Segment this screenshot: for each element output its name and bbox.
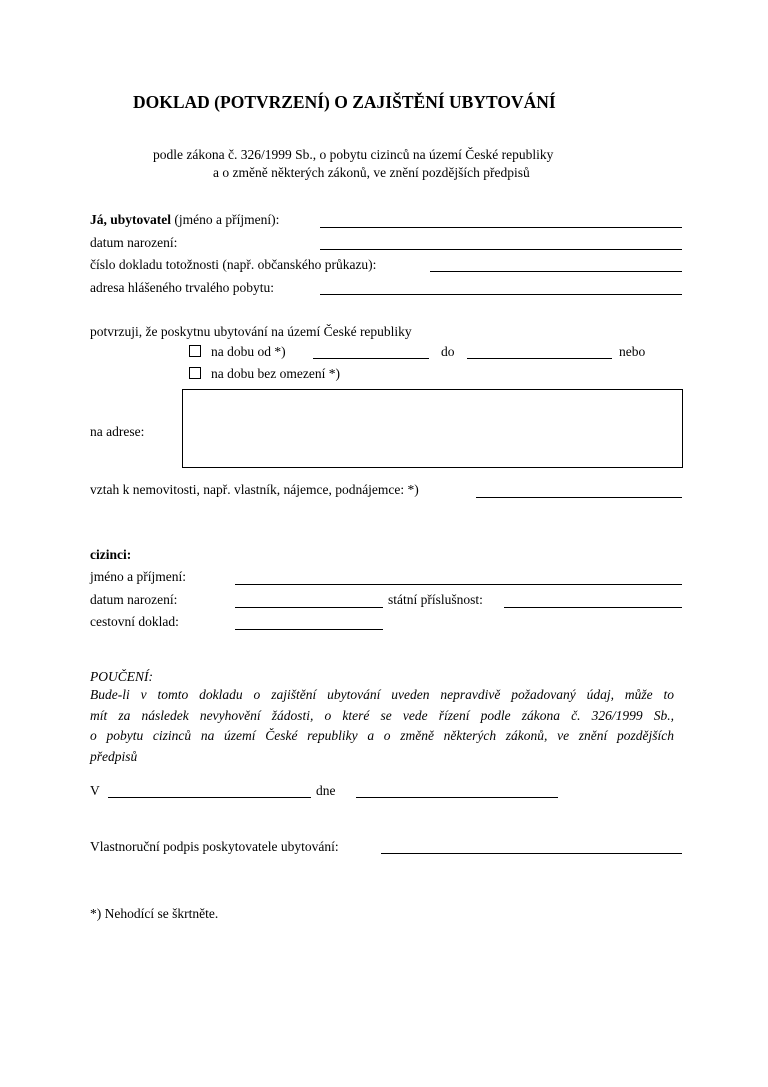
subtitle-line-1: podle zákona č. 326/1999 Sb., o pobytu cizinců na území České republiky bbox=[153, 147, 554, 162]
foreigners-heading: cizinci: bbox=[90, 547, 132, 562]
unlimited-option-label: na dobu bez omezení *) bbox=[211, 366, 340, 381]
host-birth-label: datum narození: bbox=[90, 235, 178, 250]
host-id-label: číslo dokladu totožnosti (např. občanského průkazu): bbox=[90, 257, 377, 272]
foreigner-passport-field[interactable] bbox=[235, 629, 383, 630]
accommodation-address-box[interactable] bbox=[182, 389, 683, 468]
period-from-field[interactable] bbox=[313, 358, 429, 359]
unlimited-checkbox[interactable] bbox=[189, 367, 201, 379]
footnote: *) Nehodící se škrtněte. bbox=[90, 906, 219, 921]
foreigner-nationality-label: státní příslušnost: bbox=[388, 592, 483, 607]
host-name-label: Já, ubytovatel (jméno a příjmení): bbox=[90, 212, 280, 227]
signature-field[interactable] bbox=[381, 853, 682, 854]
date-label: dne bbox=[316, 783, 336, 798]
period-to-field[interactable] bbox=[467, 358, 612, 359]
host-birth-field[interactable] bbox=[320, 249, 682, 250]
host-id-field[interactable] bbox=[430, 271, 682, 272]
foreigner-birth-label: datum narození: bbox=[90, 592, 178, 607]
subtitle-line-2: a o změně některých zákonů, ve znění pozdějších předpisů bbox=[213, 165, 530, 180]
place-field[interactable] bbox=[108, 797, 311, 798]
notice-line: mít za následek nevyhovění žádosti, o které se vede řízení podle zákona č. 326/1999 Sb., bbox=[90, 707, 674, 723]
notice-paragraph bbox=[90, 685, 674, 767]
date-field[interactable] bbox=[356, 797, 558, 798]
place-label: V bbox=[90, 783, 100, 798]
foreigner-birth-field[interactable] bbox=[235, 607, 383, 608]
or-label: nebo bbox=[619, 344, 646, 359]
relation-field[interactable] bbox=[476, 497, 682, 498]
host-address-field[interactable] bbox=[320, 294, 682, 295]
foreigner-name-label: jméno a příjmení: bbox=[90, 569, 186, 584]
period-option-label: na dobu od *) bbox=[211, 344, 286, 359]
notice-line: o pobytu cizinců na území České republiky a o změně některých zákonů, ve znění pozdějších bbox=[90, 728, 674, 743]
relation-label: vztah k nemovitosti, např. vlastník, nájemce, podnájemce: *) bbox=[90, 482, 419, 497]
notice-line: Bude-li v tomto dokladu o zajištění ubytování uveden nepravdivě požadovaný údaj, může to bbox=[90, 687, 674, 702]
notice-line: předpisů bbox=[90, 748, 138, 764]
host-name-field[interactable] bbox=[320, 227, 682, 228]
page-title: DOKLAD (POTVRZENÍ) O ZAJIŠTĚNÍ UBYTOVÁNÍ bbox=[133, 92, 556, 112]
foreigner-name-field[interactable] bbox=[235, 584, 682, 585]
period-checkbox[interactable] bbox=[189, 345, 201, 357]
notice-heading: POUČENÍ: bbox=[90, 669, 153, 684]
host-address-label: adresa hlášeného trvalého pobytu: bbox=[90, 280, 275, 295]
confirm-text: potvrzuji, že poskytnu ubytování na území České republiky bbox=[90, 324, 412, 339]
foreigner-passport-label: cestovní doklad: bbox=[90, 614, 179, 629]
signature-label: Vlastnoruční podpis poskytovatele ubytování: bbox=[90, 839, 339, 854]
period-to-label: do bbox=[441, 344, 455, 359]
foreigner-nationality-field[interactable] bbox=[504, 607, 682, 608]
accommodation-address-label: na adrese: bbox=[90, 424, 145, 439]
